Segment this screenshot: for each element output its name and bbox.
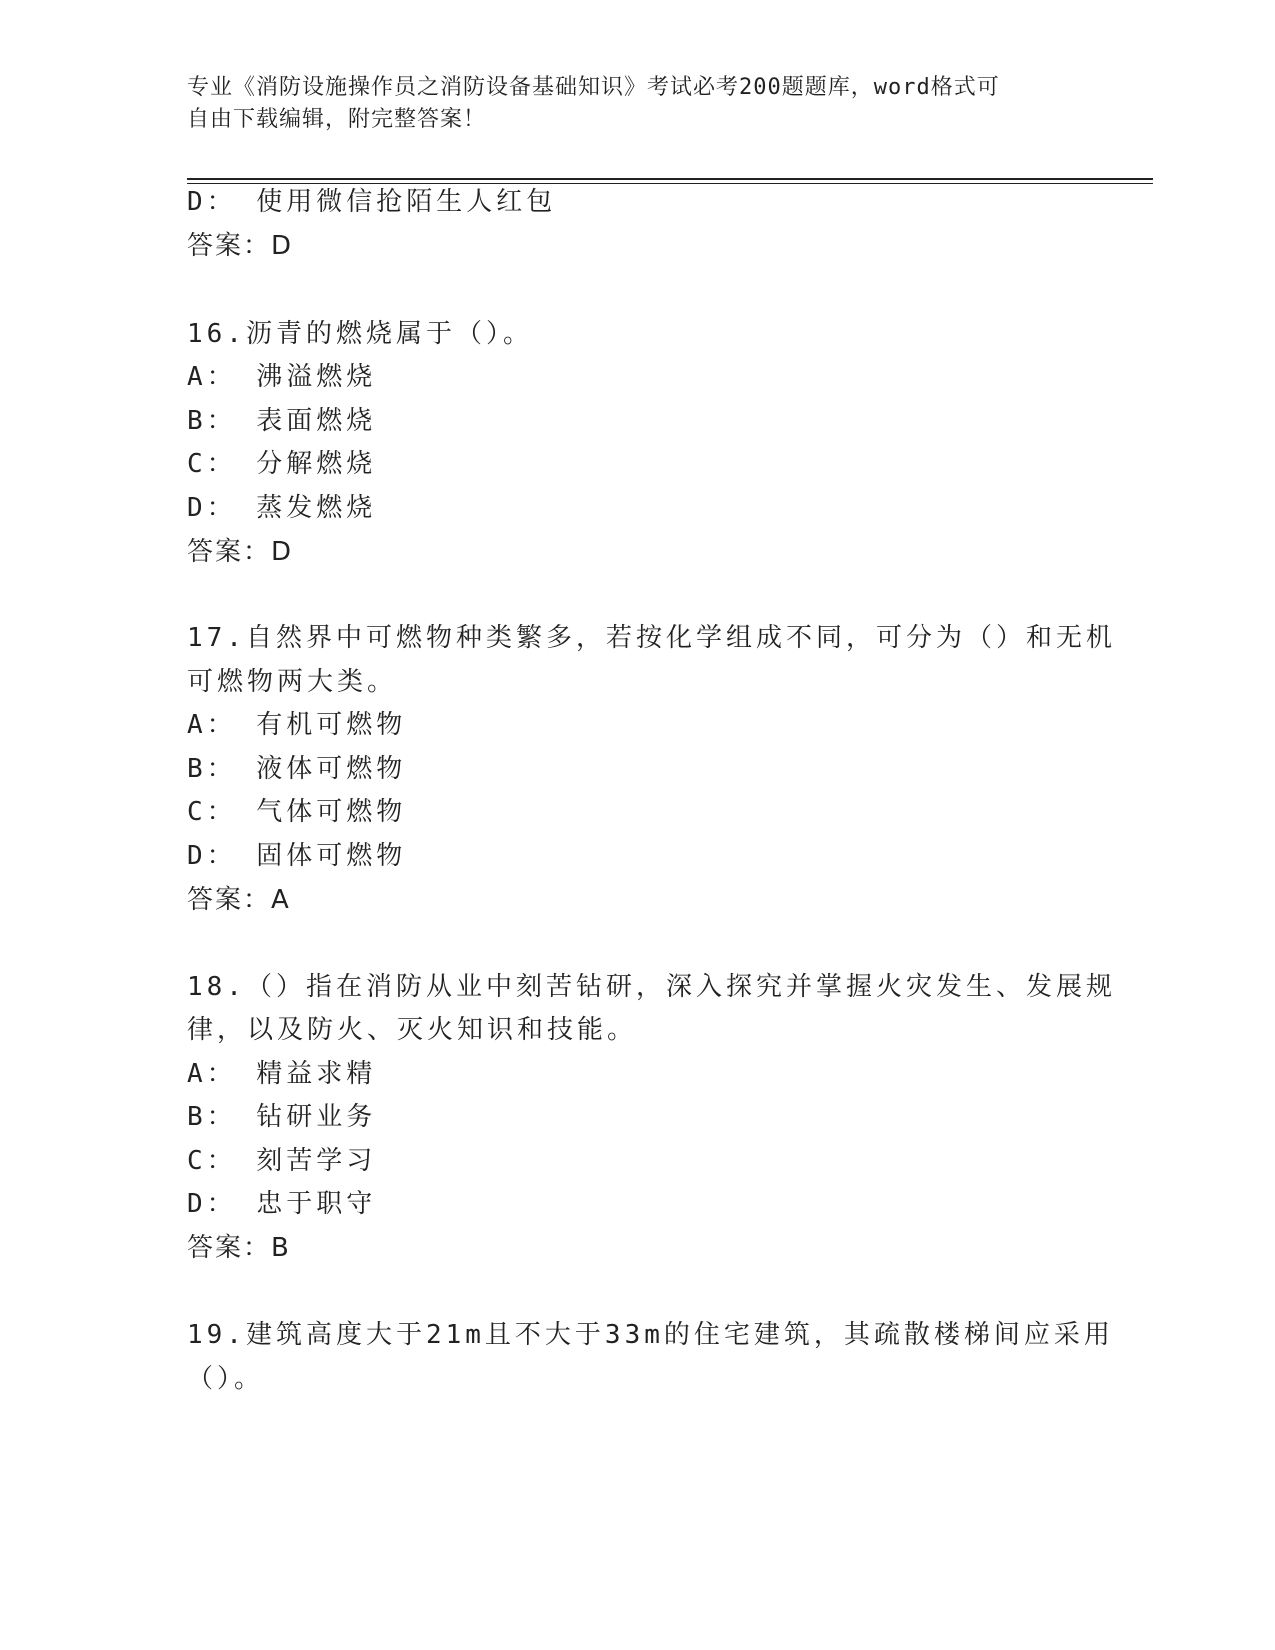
q16-answer: 答案：D xyxy=(187,537,294,567)
q16-option-b: B： 表面燃烧 xyxy=(187,406,377,436)
prev-answer: 答案：D xyxy=(187,231,294,261)
q16-option-d: D： 蒸发燃烧 xyxy=(187,493,377,523)
header-divider-thick xyxy=(187,178,1153,180)
q17-stem-line-2: 可燃物两大类。 xyxy=(187,667,398,697)
q18-option-c: C： 刻苦学习 xyxy=(187,1146,377,1176)
document-header xyxy=(187,72,1067,136)
header-line-1: 专业《消防设施操作员之消防设备基础知识》考试必考200题题库，word格式可 xyxy=(187,75,1000,100)
q18-stem-line-1: 18.（）指在消防从业中刻苦钻研，深入探究并掌握火灾发生、发展规 xyxy=(187,972,1116,1002)
header-divider-thin xyxy=(187,183,1153,184)
q18-option-d: D： 忠于职守 xyxy=(187,1189,377,1219)
q17-answer: 答案：A xyxy=(187,885,291,915)
q17-option-b: B： 液体可燃物 xyxy=(187,754,407,784)
q17-option-c: C： 气体可燃物 xyxy=(187,797,407,827)
q17-stem-line-1: 17.自然界中可燃物种类繁多，若按化学组成不同，可分为（）和无机 xyxy=(187,623,1116,653)
q18-stem-line-2: 律，以及防火、灭火知识和技能。 xyxy=(187,1015,638,1045)
q18-answer: 答案：B xyxy=(187,1233,291,1263)
q16-stem: 16.沥青的燃烧属于（）。 xyxy=(187,319,533,349)
q16-option-c: C： 分解燃烧 xyxy=(187,449,377,479)
q18-option-b: B： 钻研业务 xyxy=(187,1102,377,1132)
q17-option-d: D： 固体可燃物 xyxy=(187,841,407,871)
q19-stem-line-2: （）。 xyxy=(187,1364,265,1394)
prev-option-d: D： 使用微信抢陌生人红包 xyxy=(187,187,557,217)
q17-option-a: A： 有机可燃物 xyxy=(187,710,407,740)
q18-option-a: A： 精益求精 xyxy=(187,1059,377,1089)
header-line-2: 自由下载编辑，附完整答案！ xyxy=(187,107,487,132)
q16-option-a: A： 沸溢燃烧 xyxy=(187,362,377,392)
q19-stem-line-1: 19.建筑高度大于21m且不大于33m的住宅建筑，其疏散楼梯间应采用 xyxy=(187,1320,1114,1350)
